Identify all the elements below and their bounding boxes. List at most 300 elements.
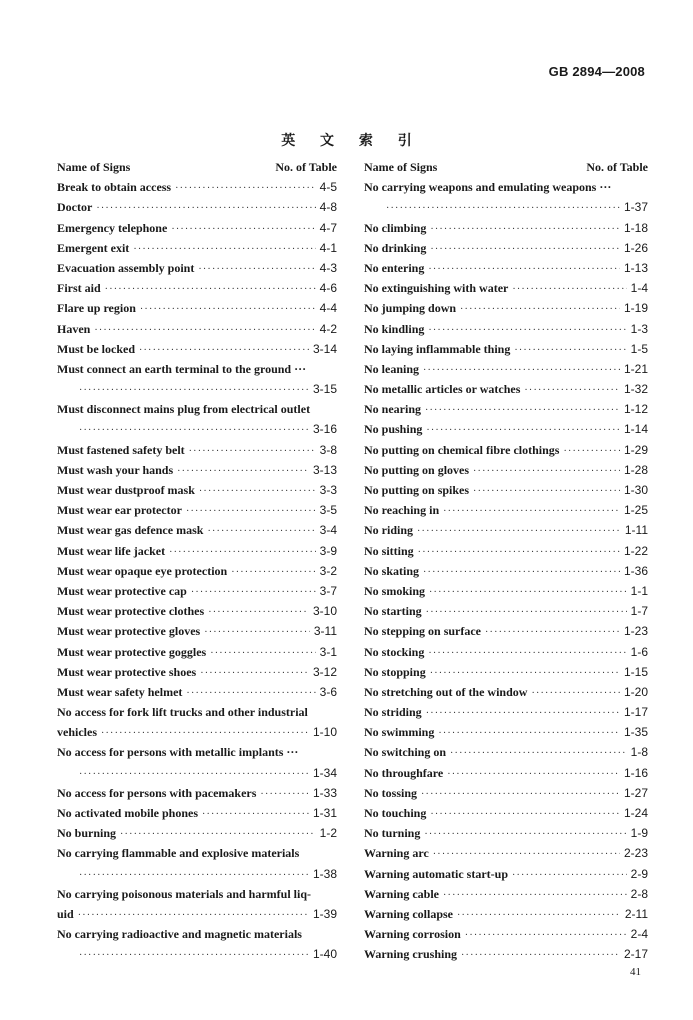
sign-name: Must connect an earth terminal to the ground ···	[57, 361, 307, 376]
dot-leader	[79, 425, 309, 436]
dot-leader	[175, 183, 316, 194]
dot-leader	[139, 345, 309, 356]
table-number: 1-28	[623, 462, 648, 477]
index-entry	[57, 402, 337, 422]
sign-name: Must wear protective goggles	[57, 644, 207, 659]
dot-leader	[133, 244, 315, 255]
sign-name: Must wear protective cap	[57, 583, 187, 598]
sign-name: No pushing	[364, 422, 423, 437]
table-column-header: No. of Table	[275, 160, 337, 174]
index-entry	[57, 604, 337, 624]
dot-leader	[101, 728, 309, 739]
index-entry	[57, 301, 337, 321]
dot-leader	[79, 870, 309, 881]
table-number: 1-17	[623, 705, 648, 720]
index-entry	[364, 443, 648, 463]
table-number: 1-36	[623, 563, 648, 578]
dot-leader	[447, 769, 620, 780]
index-entry	[57, 725, 337, 745]
dot-leader	[204, 627, 310, 638]
sign-name: No throughfare	[364, 765, 444, 780]
dot-leader	[512, 284, 626, 295]
dot-leader	[461, 950, 620, 961]
index-entry	[57, 200, 337, 220]
index-entry	[364, 846, 648, 866]
sign-name: No touching	[364, 806, 427, 820]
dot-leader	[428, 325, 626, 336]
standard-code: GB 2894—2008	[548, 64, 645, 79]
table-number: 3-2	[319, 563, 337, 578]
sign-name: Haven	[57, 321, 91, 336]
table-number: 3-16	[312, 422, 337, 437]
index-entry	[364, 826, 648, 846]
sign-name: No extinguishing with water	[364, 281, 509, 296]
index-entry	[364, 645, 648, 665]
dot-leader	[418, 547, 620, 558]
dot-leader	[457, 910, 621, 921]
sign-name: Break to obtain access	[57, 180, 172, 195]
table-number: 4-5	[319, 180, 337, 195]
dot-leader	[424, 829, 626, 840]
table-number: 1-19	[623, 301, 648, 316]
index-entry	[364, 584, 648, 604]
dot-leader	[171, 224, 315, 235]
table-number: 2-23	[623, 846, 648, 861]
table-number: 1-24	[623, 806, 648, 820]
index-entry	[57, 443, 337, 463]
table-number: 1-1	[630, 583, 648, 598]
table-number: 3-8	[319, 442, 337, 457]
sign-name: No climbing	[364, 220, 427, 235]
index-column-right	[364, 160, 648, 968]
index-entry	[57, 867, 337, 887]
sign-name: No carrying weapons and emulating weapons ···	[364, 180, 612, 195]
index-entry	[57, 907, 337, 927]
index-entry	[57, 685, 337, 705]
table-number: 1-37	[623, 200, 648, 215]
dot-leader	[460, 304, 620, 315]
dot-leader	[96, 203, 315, 214]
index-entry	[364, 422, 648, 442]
dot-leader	[120, 829, 316, 840]
dot-leader	[524, 385, 620, 396]
table-number: 4-3	[319, 260, 337, 275]
table-number: 1-27	[623, 785, 648, 800]
dot-leader	[421, 789, 620, 800]
table-number: 1-6	[630, 644, 648, 659]
sign-name: No access for fork lift trucks and other industrial	[57, 705, 308, 720]
dot-leader	[426, 607, 627, 618]
table-number: 1-4	[630, 281, 648, 296]
sign-name: No nearing	[364, 402, 421, 417]
dot-leader	[443, 890, 627, 901]
sign-name: Must wear life jacket	[57, 543, 166, 558]
index-entry	[364, 705, 648, 725]
table-number: 4-4	[319, 301, 337, 316]
index-entry	[57, 544, 337, 564]
index-entry	[57, 342, 337, 362]
dot-leader	[531, 688, 620, 699]
index-entry	[364, 322, 648, 342]
table-number: 3-11	[313, 624, 337, 639]
table-number: 1-22	[623, 543, 648, 558]
dot-leader	[169, 547, 316, 558]
table-number: 1-23	[623, 624, 648, 639]
sign-name: Doctor	[57, 200, 93, 215]
sign-name: No putting on spikes	[364, 483, 470, 497]
index-entry	[57, 180, 337, 200]
index-entry	[364, 301, 648, 321]
dot-leader	[450, 748, 627, 759]
table-number: 4-2	[319, 321, 337, 336]
table-number: 1-31	[312, 806, 337, 820]
table-number: 1-32	[623, 382, 648, 397]
dot-leader	[433, 849, 620, 860]
dot-leader	[198, 264, 315, 275]
index-entry	[57, 422, 337, 442]
index-entry	[364, 907, 648, 927]
index-entry	[364, 786, 648, 806]
index-entry	[364, 261, 648, 281]
dot-leader	[430, 224, 620, 235]
table-number: 3-4	[319, 523, 337, 538]
dot-leader	[207, 526, 315, 537]
index-entry	[364, 221, 648, 241]
sign-name: Warning cable	[364, 886, 440, 901]
index-list-left	[57, 180, 337, 967]
dot-leader	[208, 607, 309, 618]
dot-leader	[191, 587, 316, 598]
sign-name: Must wear safety helmet	[57, 684, 183, 699]
index-entry	[57, 786, 337, 806]
dot-leader	[563, 446, 620, 457]
sign-name: No carrying poisonous materials and harmful liq-	[57, 886, 312, 901]
sign-name: No putting on chemical fibre clothings	[364, 442, 560, 457]
table-number: 2-8	[630, 886, 648, 901]
table-number: 1-29	[623, 442, 648, 457]
index-entry	[57, 846, 337, 866]
index-entry	[57, 261, 337, 281]
table-number: 3-7	[319, 583, 337, 598]
index-entry	[364, 806, 648, 826]
dot-leader	[105, 284, 316, 295]
sign-name: No kindling	[364, 321, 425, 336]
index-entry	[364, 241, 648, 261]
table-number: 3-15	[312, 382, 337, 397]
column-header	[57, 160, 337, 180]
table-number: 1-2	[319, 826, 337, 841]
sign-name: Must wear ear protector	[57, 503, 182, 518]
index-entry	[364, 665, 648, 685]
sign-name: No switching on	[364, 745, 447, 760]
table-number: 3-5	[319, 503, 337, 518]
dot-leader	[473, 486, 620, 497]
table-number: 1-16	[623, 765, 648, 780]
table-number: 3-12	[312, 664, 337, 679]
sign-name: Must fastened safety belt	[57, 442, 185, 457]
sign-name: No putting on gloves	[364, 462, 470, 477]
table-number: 1-25	[623, 503, 648, 518]
index-entry	[57, 503, 337, 523]
sign-name: No burning	[57, 826, 117, 841]
table-number: 1-13	[623, 260, 648, 275]
table-number: 1-8	[630, 745, 648, 760]
sign-name: No stretching out of the window	[364, 684, 528, 699]
index-entry	[364, 200, 648, 220]
index-entry	[57, 745, 337, 765]
table-number: 1-5	[630, 341, 648, 356]
sign-name: Must wear protective clothes	[57, 604, 205, 619]
sign-name: Must wear protective shoes	[57, 664, 197, 679]
dot-leader	[425, 405, 620, 416]
dot-leader	[186, 506, 316, 517]
column-header	[364, 160, 648, 180]
sign-name: Emergency telephone	[57, 220, 168, 235]
dot-leader	[79, 385, 309, 396]
sign-name: No drinking	[364, 240, 427, 255]
index-entry	[364, 766, 648, 786]
table-number: 3-6	[319, 684, 337, 699]
dot-leader	[79, 769, 309, 780]
dot-leader	[430, 244, 620, 255]
index-entry	[57, 322, 337, 342]
index-entry	[364, 362, 648, 382]
sign-name: Must wear opaque eye protection	[57, 563, 228, 578]
dot-leader	[438, 728, 620, 739]
table-number: 1-18	[623, 220, 648, 235]
dot-leader	[426, 425, 620, 436]
sign-name: No skating	[364, 563, 420, 578]
index-entry	[57, 947, 337, 967]
dot-leader	[443, 506, 620, 517]
sign-name: Warning automatic start-up	[364, 866, 508, 881]
table-number: 4-1	[319, 240, 337, 255]
dot-leader	[186, 688, 315, 699]
index-entry	[57, 826, 337, 846]
sign-name: No swimming	[364, 725, 435, 740]
sign-name: Flare up region	[57, 301, 136, 316]
table-number: 3-9	[319, 543, 337, 558]
index-entry	[57, 927, 337, 947]
table-number: 1-7	[630, 604, 648, 619]
table-number: 1-3	[630, 321, 648, 336]
sign-name: Must be locked	[57, 341, 135, 356]
dot-leader	[94, 325, 315, 336]
index-entry	[364, 685, 648, 705]
table-number: 2-11	[624, 906, 648, 921]
sign-name: Must disconnect mains plug from electrical outlet	[57, 402, 311, 417]
table-number: 1-35	[623, 725, 648, 740]
index-entry	[364, 867, 648, 887]
index-entry	[57, 463, 337, 483]
sign-name: Must wash your hands	[57, 462, 174, 477]
sign-name: No access for persons with pacemakers	[57, 785, 257, 800]
index-entry	[364, 947, 648, 967]
sign-name: No turning	[364, 826, 421, 841]
sign-name: No sitting	[364, 543, 414, 558]
index-entry	[364, 463, 648, 483]
index-entry	[57, 806, 337, 826]
index-entry	[364, 725, 648, 745]
index-entry	[57, 645, 337, 665]
dot-leader	[429, 587, 627, 598]
index-entry	[364, 564, 648, 584]
index-entry	[364, 544, 648, 564]
index-entry	[364, 180, 648, 200]
index-entry	[57, 584, 337, 604]
sign-name: No laying inflammable thing	[364, 341, 511, 356]
index-entry	[57, 221, 337, 241]
table-number: 1-40	[312, 947, 337, 962]
index-entry	[57, 241, 337, 261]
sign-name: No carrying flammable and explosive materials	[57, 846, 300, 861]
index-entry	[57, 523, 337, 543]
dot-leader	[386, 203, 620, 214]
sign-name: No reaching in	[364, 503, 440, 518]
sign-name: No striding	[364, 705, 422, 720]
index-entry	[57, 624, 337, 644]
table-number: 3-13	[312, 462, 337, 477]
index-entry	[57, 766, 337, 786]
sign-name: No leaning	[364, 361, 420, 376]
table-number: 4-6	[319, 281, 337, 296]
sign-name: No metallic articles or watches	[364, 382, 521, 397]
page-number: 41	[630, 966, 641, 978]
dot-leader	[465, 930, 627, 941]
sign-name: Must wear dustproof mask	[57, 483, 195, 497]
table-number: 2-4	[630, 927, 648, 942]
dot-leader	[202, 809, 309, 820]
index-entry	[364, 927, 648, 947]
index-entry	[364, 604, 648, 624]
dot-leader	[231, 567, 315, 578]
dot-leader	[79, 950, 309, 961]
index-entry	[364, 745, 648, 765]
table-number: 1-20	[623, 684, 648, 699]
index-entry	[364, 523, 648, 543]
sign-name: Warning collapse	[364, 906, 454, 921]
sign-name: No starting	[364, 604, 422, 619]
table-number: 4-8	[319, 200, 337, 215]
sign-name: uid	[57, 906, 74, 921]
sign-name: No stopping	[364, 664, 426, 679]
index-list-right	[364, 180, 648, 967]
index-entry	[364, 483, 648, 503]
index-entry	[57, 362, 337, 382]
table-number: 1-34	[312, 765, 337, 780]
table-number: 4-7	[319, 220, 337, 235]
index-entry	[364, 281, 648, 301]
sign-name: No activated mobile phones	[57, 806, 198, 820]
index-entry	[364, 887, 648, 907]
index-entry	[364, 342, 648, 362]
name-column-header: Name of Signs	[364, 160, 438, 174]
table-number: 1-39	[312, 906, 337, 921]
table-number: 1-12	[623, 402, 648, 417]
table-number: 1-21	[623, 361, 648, 376]
index-column-left	[57, 160, 337, 968]
dot-leader	[260, 789, 309, 800]
table-number: 1-30	[623, 483, 648, 497]
table-column-header: No. of Table	[586, 160, 648, 174]
sign-name: No carrying radioactive and magnetic materials	[57, 927, 302, 942]
dot-leader	[473, 466, 620, 477]
page-title: 英 文 索 引	[281, 133, 422, 149]
dot-leader	[512, 870, 627, 881]
table-number: 3-3	[319, 483, 337, 497]
sign-name: vehicles	[57, 725, 97, 740]
table-number: 3-10	[312, 604, 337, 619]
dot-leader	[430, 809, 620, 820]
sign-name: No tossing	[364, 785, 418, 800]
sign-name: No access for persons with metallic implants ···	[57, 745, 299, 760]
table-number: 1-9	[630, 826, 648, 841]
sign-name: Warning corrosion	[364, 927, 461, 942]
index-entry	[57, 887, 337, 907]
table-number: 1-15	[623, 664, 648, 679]
table-number: 1-10	[312, 725, 337, 740]
sign-name: Emergent exit	[57, 240, 130, 255]
table-number: 3-1	[319, 644, 337, 659]
index-entry	[57, 665, 337, 685]
table-number: 1-33	[312, 785, 337, 800]
dot-leader	[426, 708, 620, 719]
index-entry	[364, 503, 648, 523]
dot-leader	[423, 567, 620, 578]
table-number: 1-11	[624, 523, 648, 538]
index-entry	[364, 382, 648, 402]
dot-leader	[199, 486, 316, 497]
name-column-header: Name of Signs	[57, 160, 131, 174]
sign-name: Warning arc	[364, 846, 429, 861]
table-number: 3-14	[312, 341, 337, 356]
dot-leader	[78, 910, 309, 921]
table-number: 2-17	[623, 947, 648, 962]
sign-name: Must wear gas defence mask	[57, 523, 204, 538]
dot-leader	[423, 365, 620, 376]
table-number: 1-38	[312, 866, 337, 881]
dot-leader	[485, 627, 620, 638]
dot-leader	[514, 345, 626, 356]
index-entry	[364, 402, 648, 422]
table-number: 1-26	[623, 240, 648, 255]
dot-leader	[140, 304, 316, 315]
dot-leader	[417, 526, 621, 537]
dot-leader	[200, 668, 309, 679]
sign-name: No jumping down	[364, 301, 457, 316]
sign-name: Evacuation assembly point	[57, 260, 195, 275]
sign-name: No riding	[364, 523, 414, 538]
index-entry	[364, 624, 648, 644]
sign-name: No smoking	[364, 583, 426, 598]
sign-name: Must wear protective gloves	[57, 624, 201, 639]
sign-name: Warning crushing	[364, 947, 458, 962]
sign-name: No entering	[364, 260, 425, 275]
dot-leader	[428, 648, 626, 659]
dot-leader	[189, 446, 316, 457]
table-number: 2-9	[630, 866, 648, 881]
dot-leader	[210, 648, 315, 659]
sign-name: No stepping on surface	[364, 624, 482, 639]
table-number: 1-14	[623, 422, 648, 437]
index-entry	[57, 564, 337, 584]
sign-name: First aid	[57, 281, 101, 296]
index-entry	[57, 483, 337, 503]
index-entry	[57, 705, 337, 725]
dot-leader	[428, 264, 620, 275]
index-entry	[57, 382, 337, 402]
index-entry	[57, 281, 337, 301]
